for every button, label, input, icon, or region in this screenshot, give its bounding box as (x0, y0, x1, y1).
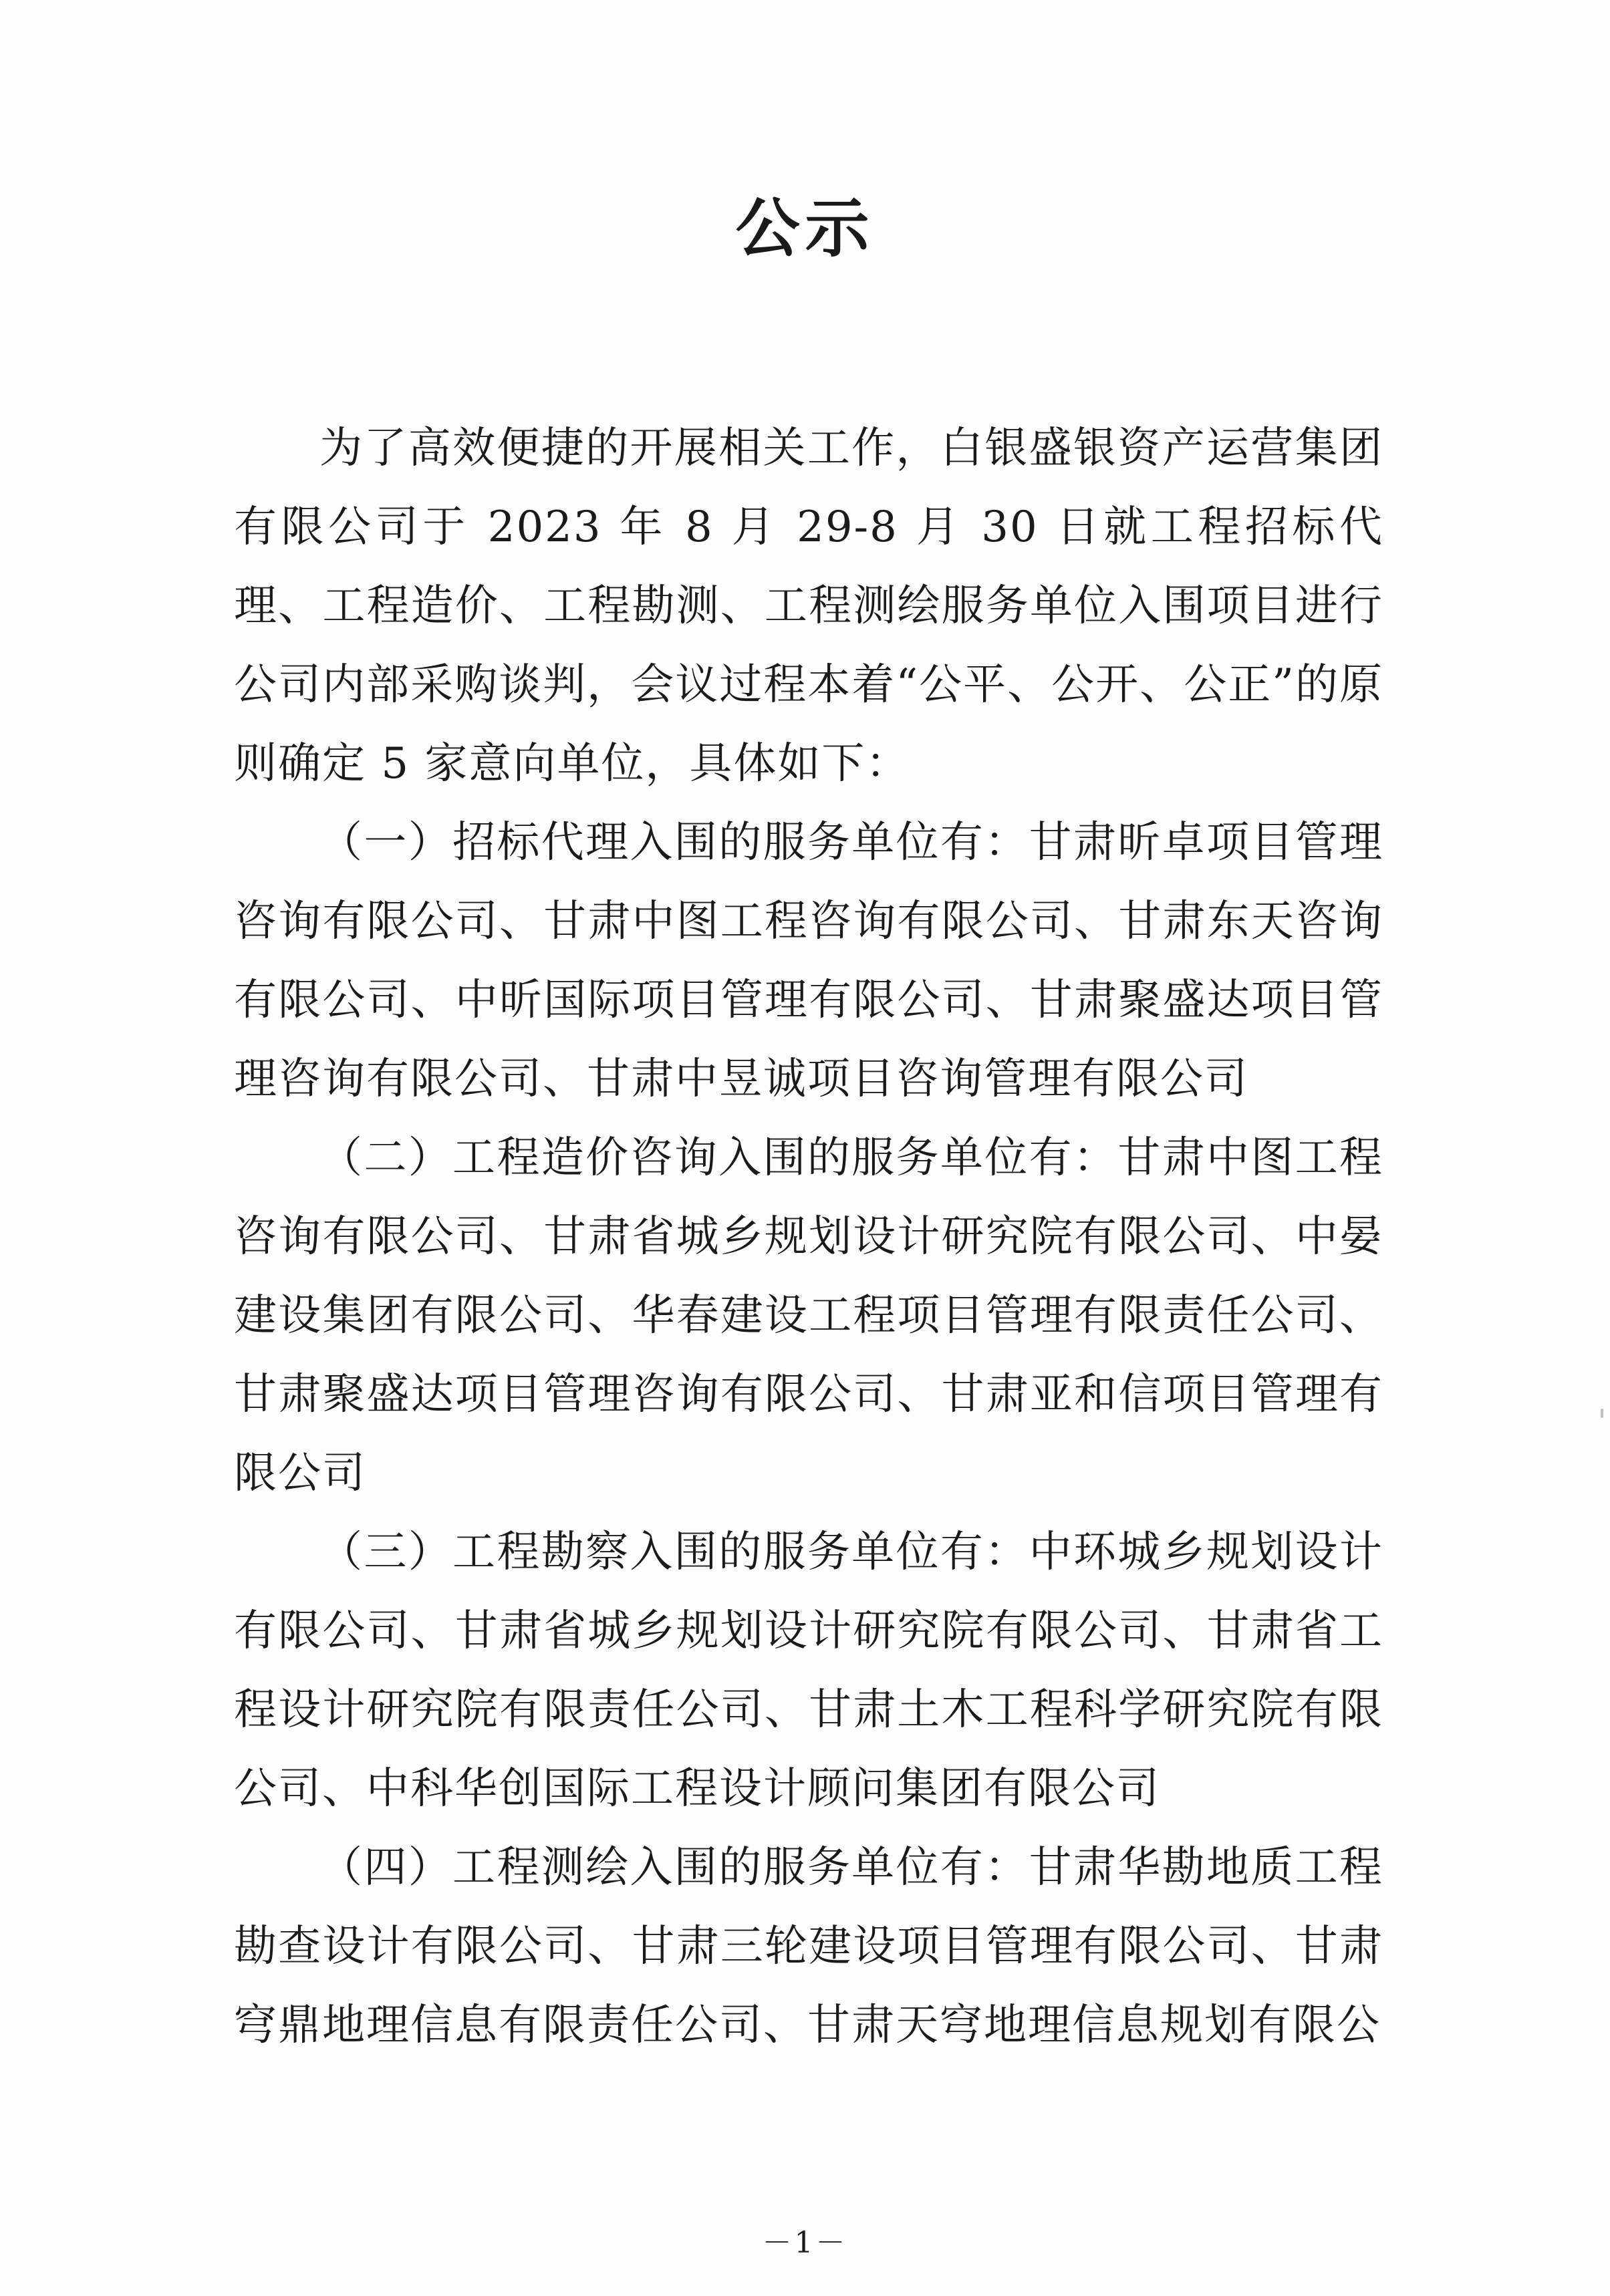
document-title: 公示 (735, 190, 875, 266)
section-2-paragraph: （二）工程造价咨询入围的服务单位有：甘肃中图工程咨询有限公司、甘肃省城乡规划设计研究院有限公司、中晏建设集团有限公司、华春建设工程项目管理有限责任公司、甘肃聚盛达项目管理咨询有限公司、甘肃亚和信项目管理有限公司 (234, 1133, 1383, 1498)
scan-speck-mark (1601, 1409, 1603, 1418)
document-body (234, 409, 1383, 2065)
intro-paragraph: 为了高效便捷的开展相关工作，白银盛银资产运营集团有限公司于 2023 年 8 月 29-8 月 30 日就工程招标代理、工程造价、工程勘测、工程测绘服务单位入围项目进行公司内部采购谈判，会议过程本着“公平、公开、公正”的原则确定 5 家意向单位，具体如下： (234, 424, 1383, 788)
section-3-paragraph: （三）工程勘察入围的服务单位有：中环城乡规划设计有限公司、甘肃省城乡规划设计研究院有限公司、甘肃省工程设计研究院有限责任公司、甘肃土木工程科学研究院有限公司、中科华创国际工程设计顾问集团有限公司 (234, 1528, 1383, 1814)
section-4-paragraph: （四）工程测绘入围的服务单位有：甘肃华勘地质工程勘查设计有限公司、甘肃三轮建设项目管理有限公司、甘肃穹鼎地理信息有限责任公司、甘肃天穹地理信息规划有限公 (234, 1843, 1383, 2050)
section-1-paragraph: （一）招标代理入围的服务单位有：甘肃昕卓项目管理咨询有限公司、甘肃中图工程咨询有限公司、甘肃东天咨询有限公司、中昕国际项目管理有限公司、甘肃聚盛达项目管理咨询有限公司、甘肃中昱诚项目咨询管理有限公司 (234, 818, 1383, 1104)
page-number: －1－ (762, 2226, 848, 2260)
